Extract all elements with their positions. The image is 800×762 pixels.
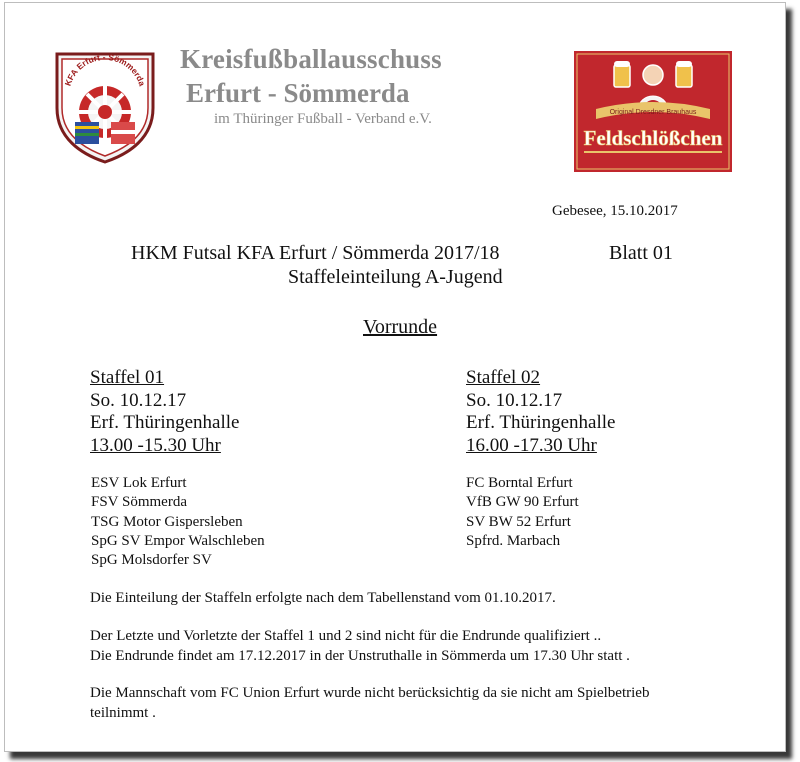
group-1-header: [90, 367, 240, 457]
document-title: HKM Futsal KFA Erfurt / Sömmerda 2017/18: [131, 242, 500, 264]
team-list-item: Spfrd. Marbach: [466, 532, 561, 549]
note-line: Der Letzte und Vorletzte der Staffel 1 und 2 sind nicht für die Endrunde qualifiziert ..: [90, 628, 602, 644]
group-2-header: [466, 367, 616, 457]
note-paragraph-2: [90, 626, 630, 666]
team-list-item: SpG Molsdorfer SV: [91, 552, 212, 569]
group-1-date: So. 10.12.17: [90, 389, 187, 411]
svg-text:Original Dresdner Brauhaus: Original Dresdner Brauhaus: [609, 109, 697, 116]
feldschloesschen-logo: [574, 51, 732, 172]
document-subtitle: Staffeleinteilung A-Jugend: [288, 266, 503, 288]
team-list-item: FC Borntal Erfurt: [466, 475, 573, 491]
note-paragraph-3: [90, 683, 649, 723]
group-1-venue: Erf. Thüringenhalle: [90, 412, 240, 434]
svg-text:KFA Erfurt - Sömmerda: KFA Erfurt - Sömmerda: [62, 51, 148, 88]
group-2-venue: Erf. Thüringenhalle: [466, 412, 616, 434]
team-list-item: SpG SV Empor Walschleben: [91, 532, 265, 549]
team-list-item: FSV Sömmerda: [91, 494, 187, 511]
org-name-line2: Erfurt - Sömmerda: [186, 78, 410, 108]
note-line: Die Einteilung der Staffeln erfolgte nach dem Tabellenstand vom 01.10.2017.: [90, 590, 556, 606]
group-2-time: 16.00 -17.30 Uhr: [466, 434, 597, 456]
svg-text:Feldschlößchen: Feldschlößchen: [583, 126, 723, 150]
kfa-crest-logo: [53, 50, 157, 164]
group-1-name: Staffel 01: [90, 367, 165, 388]
group-1-team-list: [91, 474, 265, 570]
team-list-item: TSG Motor Gispersleben: [91, 513, 243, 530]
note-line: Die Endrunde findet am 17.12.2017 in der Unstruthalle in Sömmerda um 17.30 Uhr statt .: [90, 648, 630, 664]
org-subtitle: im Thüringer Fußball - Verband e.V.: [214, 111, 432, 127]
group-2-date: So. 10.12.17: [466, 389, 563, 411]
sheet-number: Blatt 01: [609, 242, 673, 264]
note-line: Die Mannschaft vom FC Union Erfurt wurde nicht berücksichtig da sie nicht am Spielbetrieb: [90, 685, 650, 701]
section-heading: Vorrunde: [363, 316, 438, 338]
note-line: teilnimmt .: [90, 705, 156, 721]
group-2-team-list: [466, 474, 579, 551]
group-1-time: 13.00 -15.30 Uhr: [90, 434, 221, 456]
document-date: Gebesee, 15.10.2017: [552, 203, 678, 219]
team-list-item: ESV Lok Erfurt: [91, 475, 187, 491]
group-2-name: Staffel 02: [466, 367, 541, 388]
org-name-line1: Kreisfußballausschuss: [180, 44, 442, 74]
team-list-item: VfB GW 90 Erfurt: [466, 494, 579, 511]
team-list-item: SV BW 52 Erfurt: [466, 513, 571, 530]
note-paragraph-1: [90, 588, 556, 608]
